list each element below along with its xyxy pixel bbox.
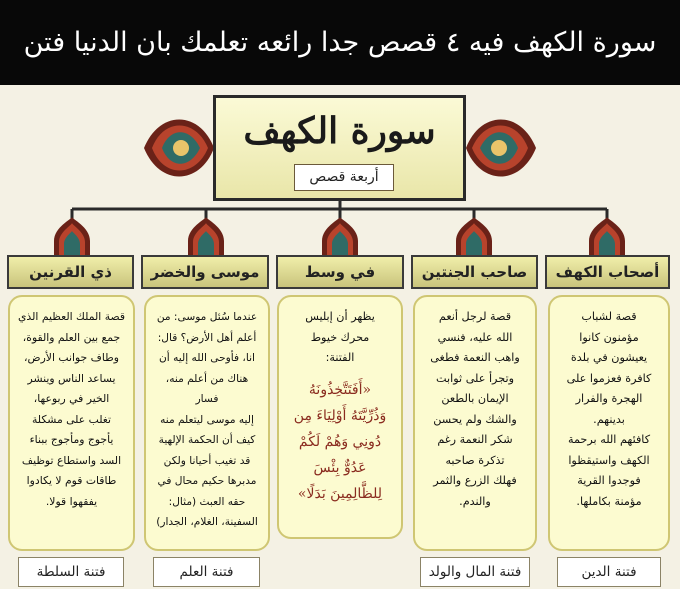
card-line: فهلك الزرع والثمر bbox=[433, 474, 517, 487]
card-line: شكر النعمة رغم bbox=[437, 433, 513, 446]
card-line: مدبرها حكيم محال في bbox=[157, 475, 257, 487]
card-line: الكهف واستيقظوا bbox=[568, 453, 650, 467]
card-line: كافئهم الله برحمة bbox=[567, 433, 651, 446]
card-line: والشك ولم يحسن bbox=[433, 412, 517, 426]
card-line: كيف أن الحكمة الإلهية bbox=[158, 434, 256, 446]
card-line: تغلب على مشكلة bbox=[31, 412, 111, 426]
story-card-middle bbox=[277, 295, 403, 539]
card-line: الهجرة والفرار bbox=[575, 392, 643, 405]
card-line: بدينهم. bbox=[593, 412, 625, 426]
fitna-label-religion: فتنة الدين bbox=[557, 557, 661, 587]
dome-ornament-icon bbox=[320, 217, 360, 257]
card-line: مؤمنون كانوا bbox=[579, 330, 639, 344]
story-header-dhul-qarnayn: ذي القرنين bbox=[7, 255, 134, 289]
card-line: وطاف جوانب الأرض، bbox=[24, 351, 119, 364]
story-card-musa-khidr bbox=[144, 295, 270, 551]
card-line: كافرة فعزموا على bbox=[566, 371, 652, 385]
card-line: عندما سُئل موسى: من bbox=[156, 311, 258, 323]
card-line: واهب النعمة فطغى bbox=[430, 351, 520, 364]
card-line: طاقات قوم لا يكادوا bbox=[26, 474, 117, 487]
card-line: وتجرأ على ثوابت bbox=[436, 371, 514, 385]
story-card-dhul-qarnayn bbox=[8, 295, 135, 551]
card-line: يفقهوا قولا. bbox=[45, 494, 98, 508]
story-card-cave bbox=[548, 295, 670, 551]
card-line: حقه العبث (مثال: bbox=[168, 495, 246, 508]
card-line: قصة لرجل أنعم bbox=[438, 310, 512, 323]
card-line: يظهر أن إبليس bbox=[305, 310, 375, 323]
verse-line: «أَفَتَتَّخِذُونَهُ bbox=[308, 381, 372, 398]
card-line: السد واستطاع توظيف bbox=[21, 453, 122, 467]
fitna-label-wealth: فتنة المال والولد bbox=[420, 557, 530, 587]
card-line: جمع بين العلم والقوة، bbox=[22, 330, 121, 344]
dome-ornament-icon bbox=[454, 217, 494, 257]
card-line: مؤمنة بكاملها. bbox=[576, 494, 642, 508]
card-line: قصة الملك العظيم الذي bbox=[17, 310, 126, 323]
card-line: يأجوج ومأجوج ببناء bbox=[29, 433, 114, 446]
diagram-title: سورة الكهف bbox=[243, 110, 436, 152]
card-line: الله عليه، فنسي bbox=[437, 330, 513, 344]
banner-text: سورة الكهف فيه ٤ قصص جدا رائعه تعلمك بان الدنيا فتن bbox=[23, 27, 657, 58]
card-line: محرك خيوط bbox=[310, 330, 370, 344]
fitna-label-knowledge: فتنة العلم bbox=[153, 557, 260, 587]
card-line: يعيشون في بلدة bbox=[570, 351, 648, 364]
card-line: السفينة، الغلام، الجدار) bbox=[156, 516, 258, 528]
card-line: قد تغيب أحيانا ولكن bbox=[163, 454, 251, 467]
title-box bbox=[213, 95, 466, 201]
dome-ornament-icon bbox=[587, 217, 627, 257]
diagram-subtitle: أربعة قصص bbox=[294, 164, 394, 191]
card-line: يساعد الناس وينشر bbox=[27, 371, 116, 385]
card-line: قصة لشباب bbox=[581, 310, 637, 323]
card-line: الإيمان بالطعن bbox=[441, 392, 509, 405]
verse-line: دُونِي وَهُمْ لَكُمْ bbox=[298, 433, 382, 450]
quran-verse bbox=[286, 377, 394, 507]
verse-line: عَدُوٌّ بِئْسَ bbox=[313, 459, 367, 476]
card-line: والندم. bbox=[459, 494, 491, 508]
ornament-right-icon bbox=[464, 105, 540, 191]
story-header-middle: في وسط bbox=[276, 255, 404, 289]
dome-ornament-icon bbox=[52, 217, 92, 257]
verse-line: وَذُرِّيَّتَهُ أَوْلِيَاءَ مِن bbox=[293, 407, 387, 424]
verse-line: لِلظَّالِمِينَ بَدَلًا» bbox=[297, 485, 383, 502]
card-line: فوجدوا القرية bbox=[577, 474, 641, 487]
story-header-cave: أصحاب الكهف bbox=[545, 255, 670, 289]
dome-ornament-icon bbox=[186, 217, 226, 257]
story-card-two-gardens bbox=[413, 295, 537, 551]
story-header-two-gardens: صاحب الجنتين bbox=[411, 255, 538, 289]
fitna-label-power: فتنة السلطة bbox=[18, 557, 124, 587]
card-line: انا، فأوحى الله إليه أن bbox=[159, 352, 255, 364]
diagram-canvas bbox=[0, 85, 680, 589]
story-header-musa-khidr: موسى والخضر bbox=[141, 255, 269, 289]
banner-caption bbox=[0, 0, 680, 85]
card-line: الخير في ربوعها، bbox=[33, 392, 110, 405]
card-line: تذكرة صاحبه bbox=[445, 453, 505, 467]
card-line: هناك من أعلم منه، فسار bbox=[165, 372, 249, 405]
card-line: إليه موسى ليتعلم منه bbox=[160, 413, 254, 426]
ornament-left-icon bbox=[140, 105, 216, 191]
card-line: الفتنة: bbox=[325, 351, 355, 364]
card-line: أعلم أهل الأرض؟ قال: bbox=[157, 331, 257, 344]
